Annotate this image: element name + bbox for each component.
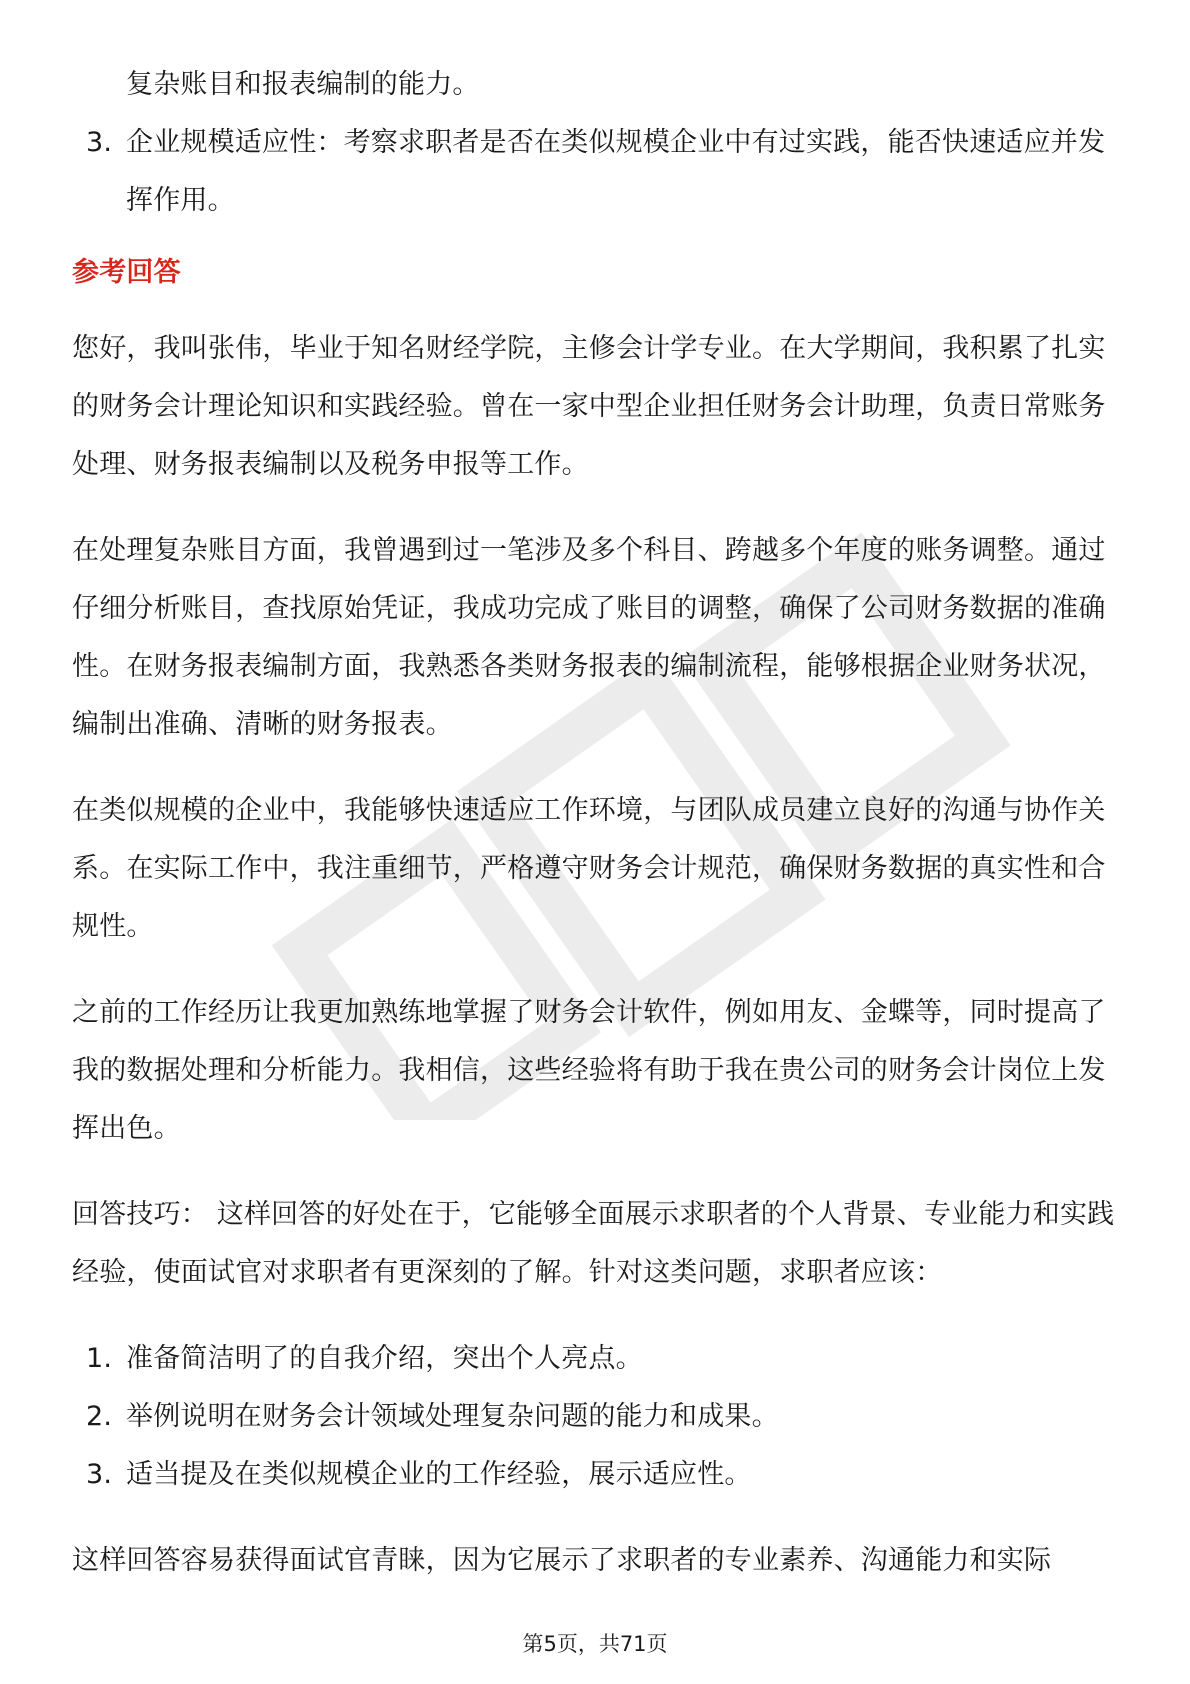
section-heading: 参考回答 bbox=[72, 257, 181, 288]
page-content bbox=[72, 56, 1122, 1618]
page-footer: 第5页，共71页 bbox=[522, 1632, 668, 1656]
list-item bbox=[72, 1330, 1122, 1388]
closing-paragraph: 这样回答容易获得面试官青睐，因为它展示了求职者的专业素养、沟通能力和实际 bbox=[72, 1545, 1052, 1576]
answer-paragraph: 您好，我叫张伟，毕业于知名财经学院，主修会计学专业。在大学期间，我积累了扎实的财务会计理论知识和实践经验。曾在一家中型企业担任财务会计助理，负责日常账务处理、财务报表编制以及税务申报等工作。 bbox=[72, 333, 1106, 480]
answer-paragraph: 在处理复杂账目方面，我曾遇到过一笔涉及多个科目、跨越多个年度的账务调整。通过仔细分析账目，查找原始凭证，我成功完成了账目的调整，确保了公司财务数据的准确性。在财务报表编制方面，我熟悉各类财务报表的编制流程，能够根据企业财务状况，编制出准确、清晰的财务报表。 bbox=[72, 535, 1106, 740]
list-item-number: 3. bbox=[86, 127, 113, 158]
list-item bbox=[72, 1388, 1122, 1446]
answer-paragraph: 之前的工作经历让我更加熟练地掌握了财务会计软件，例如用友、金蝶等，同时提高了我的数据处理和分析能力。我相信，这些经验将有助于我在贵公司的财务会计岗位上发挥出色。 bbox=[72, 997, 1106, 1144]
evaluation-criteria-list bbox=[72, 114, 1122, 230]
list-item-text: 适当提及在类似规模企业的工作经验，展示适应性。 bbox=[126, 1459, 752, 1490]
list-item-text: 举例说明在财务会计领域处理复杂问题的能力和成果。 bbox=[126, 1401, 779, 1432]
list-item-text: 企业规模适应性：考察求职者是否在类似规模企业中有过实践，能否快速适应并发挥作用。 bbox=[126, 127, 1106, 216]
tips-intro: 回答技巧： 这样回答的好处在于，它能够全面展示求职者的个人背景、专业能力和实践经验，使面试官对求职者有更深刻的了解。针对这类问题，求职者应该： bbox=[72, 1199, 1115, 1288]
list-item-continuation: 复杂账目和报表编制的能力。 bbox=[126, 69, 480, 100]
tips-list bbox=[72, 1330, 1122, 1504]
list-item bbox=[72, 1446, 1122, 1504]
list-item bbox=[72, 114, 1122, 230]
list-item-text: 准备简洁明了的自我介绍，突出个人亮点。 bbox=[126, 1343, 643, 1374]
answer-paragraph: 在类似规模的企业中，我能够快速适应工作环境，与团队成员建立良好的沟通与协作关系。在实际工作中，我注重细节，严格遵守财务会计规范，确保财务数据的真实性和合规性。 bbox=[72, 795, 1106, 942]
list-item-number: 1. bbox=[86, 1343, 113, 1374]
list-item-number: 3. bbox=[86, 1459, 113, 1490]
list-item-number: 2. bbox=[86, 1401, 113, 1432]
